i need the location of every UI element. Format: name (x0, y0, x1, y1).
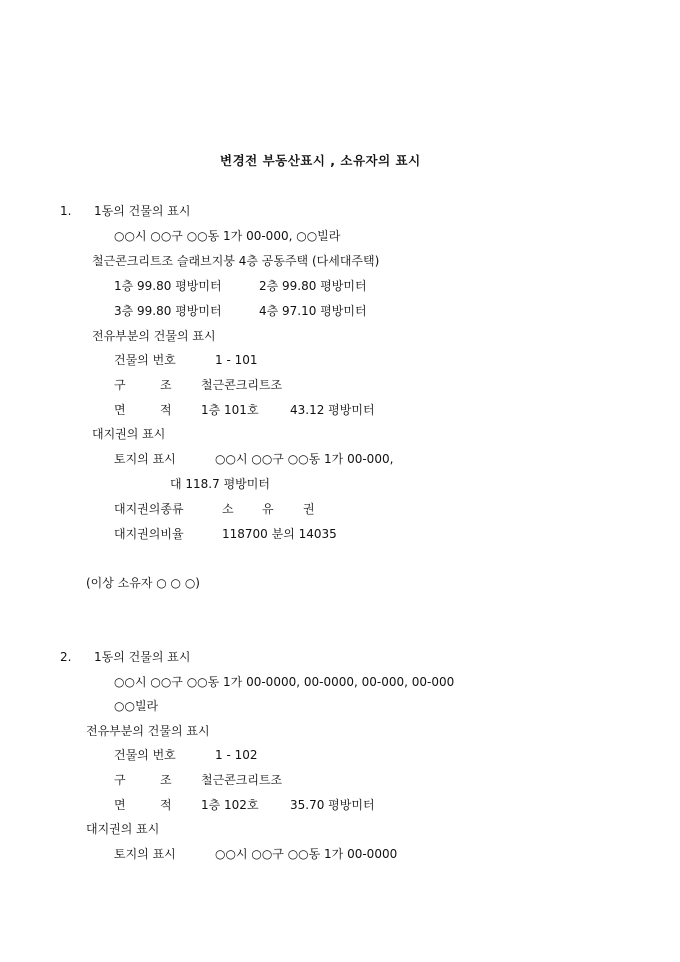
unit-number-value: 1 - 102 (215, 748, 258, 762)
structure-label-b: 조 (160, 773, 172, 787)
section-number: 2. (60, 650, 72, 664)
unit-floor-number: 1층 101호 (201, 403, 259, 417)
structure-value: 철근콘크리트조 (201, 773, 283, 787)
land-right-type-char: 소 (222, 502, 234, 516)
land-right-type-char: 유 (262, 502, 274, 516)
floor-area: 1층 99.80 평방미터 (114, 279, 222, 293)
land-right-type-char: 권 (303, 502, 315, 516)
land-right-ratio-label: 대지권의비율 (114, 527, 184, 541)
building-address-cont: ○○빌라 (114, 699, 159, 713)
building-heading: 1동의 건물의 표시 (94, 204, 191, 218)
building-address: ○○시 ○○구 ○○동 1가 00-000, ○○빌라 (114, 229, 341, 243)
land-right-heading: 대지권의 표시 (86, 822, 160, 836)
structure-label-b: 조 (160, 378, 172, 392)
area-label-b: 적 (160, 403, 172, 417)
unit-number-label: 건물의 번호 (114, 748, 176, 762)
building-heading: 1동의 건물의 표시 (94, 650, 191, 664)
area-label-a: 면 (114, 798, 126, 812)
unit-number-value: 1 - 101 (215, 353, 258, 367)
structure-value: 철근콘크리트조 (201, 378, 283, 392)
area-value: 35.70 평방미터 (290, 798, 375, 812)
owner-note: (이상 소유자 ○ ○ ○) (86, 576, 200, 590)
land-label: 토지의 표시 (114, 452, 176, 466)
land-area: 대 118.7 평방미터 (170, 477, 270, 491)
building-structure: 철근콘크리트조 슬래브지붕 4층 공동주택 (다세대주택) (92, 254, 380, 268)
unit-number-label: 건물의 번호 (114, 353, 176, 367)
exclusive-part-heading: 전유부분의 건물의 표시 (86, 724, 210, 738)
area-value: 43.12 평방미터 (290, 403, 375, 417)
land-address: ○○시 ○○구 ○○동 1가 00-0000 (215, 847, 398, 861)
land-right-heading: 대지권의 표시 (92, 427, 166, 441)
floor-area: 4층 97.10 평방미터 (259, 304, 367, 318)
land-address: ○○시 ○○구 ○○동 1가 00-000, (215, 452, 394, 466)
floor-area: 3층 99.80 평방미터 (114, 304, 222, 318)
area-label-a: 면 (114, 403, 126, 417)
land-right-ratio-value: 118700 분의 14035 (222, 527, 337, 541)
area-label-b: 적 (160, 798, 172, 812)
page-title: 변경전 부동산표시 , 소유자의 표시 (220, 153, 421, 168)
floor-area: 2층 99.80 평방미터 (259, 279, 367, 293)
structure-label-a: 구 (114, 773, 126, 787)
land-right-type-label: 대지권의종류 (114, 502, 184, 516)
section-number: 1. (60, 204, 72, 218)
structure-label-a: 구 (114, 378, 126, 392)
land-label: 토지의 표시 (114, 847, 176, 861)
exclusive-part-heading: 전유부분의 건물의 표시 (92, 329, 216, 343)
unit-floor-number: 1층 102호 (201, 798, 259, 812)
building-address: ○○시 ○○구 ○○동 1가 00-0000, 00-0000, 00-000, 00-000 (114, 675, 455, 689)
